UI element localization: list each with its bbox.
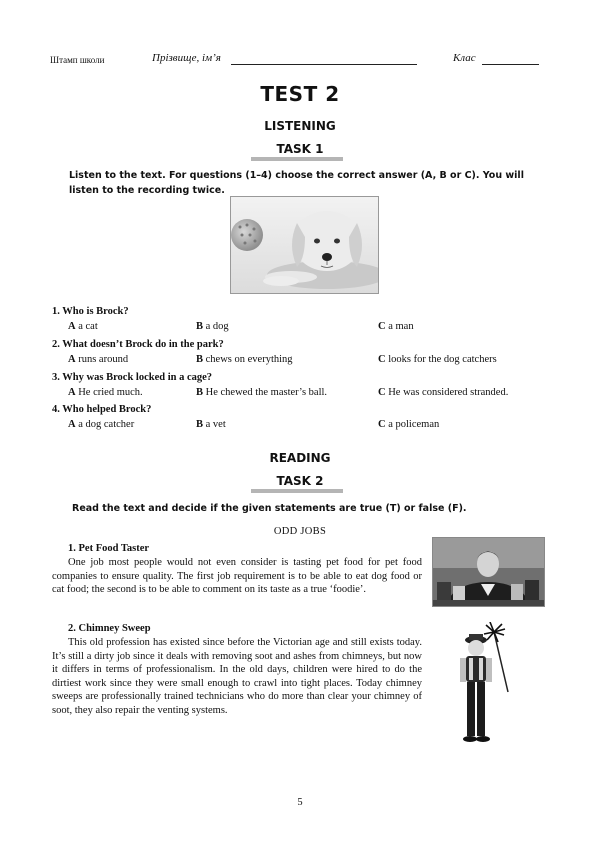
class-line <box>482 64 539 65</box>
school-stamp-label: Штамп школи <box>50 55 105 65</box>
question-2: 2. What doesn’t Brock do in the park? <box>52 339 224 350</box>
q3-option-c: C He was considered stranded. <box>378 387 509 398</box>
reading-instruction: Read the text and decide if the given statements are true (T) or false (F). <box>72 503 467 514</box>
pet-food-taster-photo <box>432 537 545 607</box>
q1-option-a: A a cat <box>68 321 98 332</box>
part1-heading: 1. Pet Food Taster <box>68 543 150 554</box>
q4-option-b: B a vet <box>196 419 226 430</box>
chimney-sweep-illustration <box>456 622 516 747</box>
puppy-photo <box>230 196 379 294</box>
q2-option-c: C looks for the dog catchers <box>378 354 497 365</box>
q2-option-b: B chews on everything <box>196 354 293 365</box>
part1-text: One job most people would not even consider is tasting pet food for pet food companies to ensure quality. The first job requirement is to be able to eat dog food or cat food; the second is to be able to comment on its taste as a true ‘foodie’. <box>52 557 422 596</box>
q4-option-c: C a policeman <box>378 419 440 430</box>
listening-heading: LISTENING <box>264 119 336 133</box>
task1-underline <box>251 157 343 161</box>
name-label: Прізвище, ім’я <box>152 52 221 64</box>
q3-option-a: A He cried much. <box>68 387 143 398</box>
question-3: 3. Why was Brock locked in a cage? <box>52 372 213 383</box>
page-number: 5 <box>297 797 303 808</box>
listening-instruction: Listen to the text. For questions (1–4) choose the correct answer (A, B or C). You will listen to the recording twice. <box>69 170 524 196</box>
task2-heading: TASK 2 <box>276 474 324 488</box>
task1-heading: TASK 1 <box>276 142 324 156</box>
task2-underline <box>251 489 343 493</box>
part2-heading: 2. Chimney Sweep <box>68 623 151 634</box>
text-title: ODD JOBS <box>273 526 327 537</box>
class-label: Клас <box>453 52 476 64</box>
question-4: 4. Who helped Brock? <box>52 404 152 415</box>
q1-option-b: B a dog <box>196 321 229 332</box>
test-title: TEST 2 <box>260 82 340 106</box>
part2-text: This old profession has existed since before the Victorian age and still exists today. It’s still a dirty job since it deals with removing soot and ashes from chimneys, but now it differs in terms of professionalism. In the old days, children were hired to do the dirtiest work since they were small enough to crawl into tight places. Today chimney sweeps are professionally trained technicians who do more than clear your chimney of soot, they also repair the venting systems. <box>52 637 422 716</box>
q2-option-a: A runs around <box>68 354 129 365</box>
question-1: 1. Who is Brock? <box>52 306 129 317</box>
q4-option-a: A a dog catcher <box>68 419 135 430</box>
q1-option-c: C a man <box>378 321 414 332</box>
name-line <box>231 64 417 65</box>
q3-option-b: B He chewed the master’s ball. <box>196 387 328 398</box>
reading-heading: READING <box>269 451 331 465</box>
